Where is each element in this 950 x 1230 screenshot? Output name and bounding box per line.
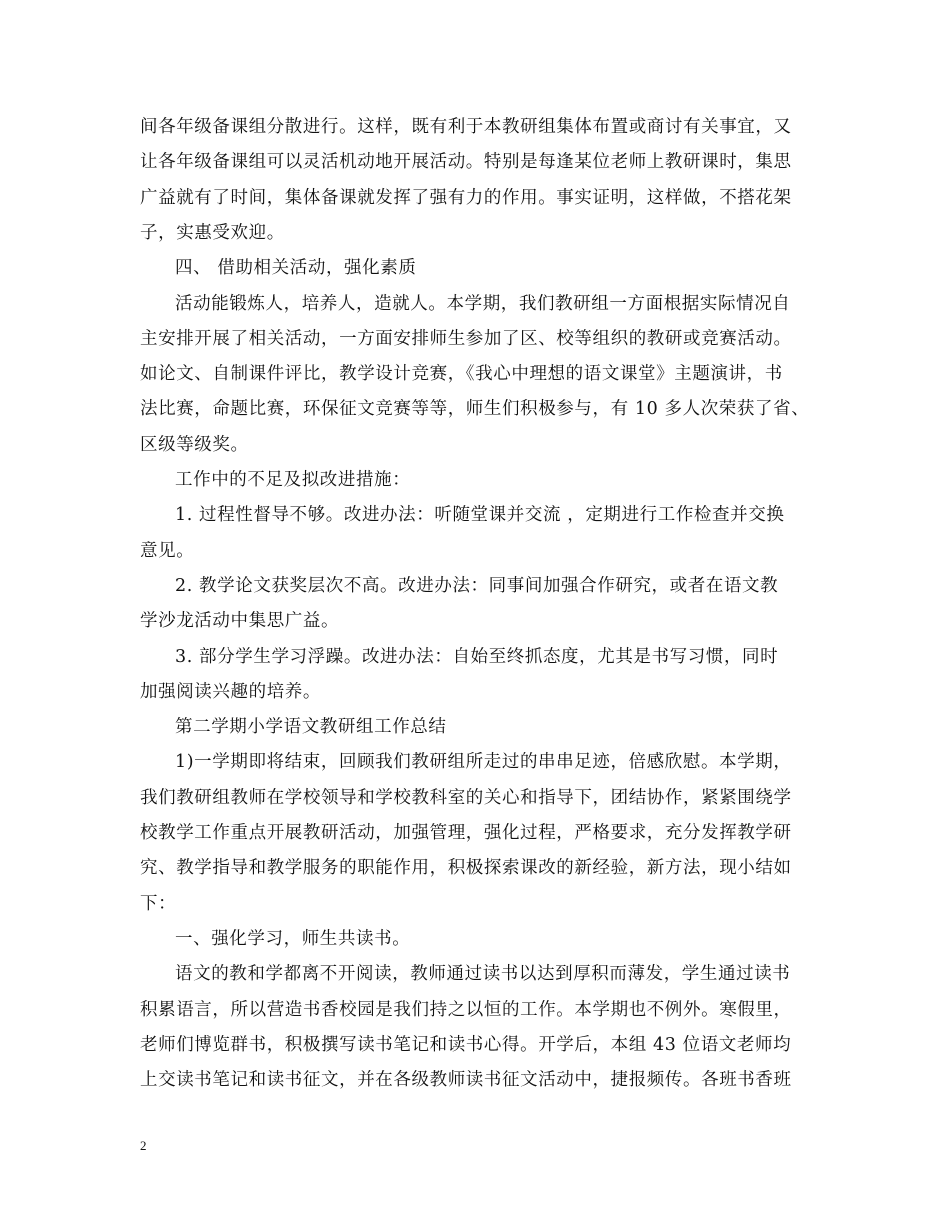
text-line: 意见。 xyxy=(140,540,195,561)
text-line: 学沙龙活动中集思广益。 xyxy=(140,611,340,632)
text-line: 第二学期小学语文教研组工作总结 xyxy=(175,717,447,738)
text-line: 下： xyxy=(140,893,177,914)
text-line: 广益就有了时间，集体备课就发挥了强有力的作用。事实证明，这样做，不搭花架 xyxy=(140,187,792,208)
text-line: 工作中的不足及拟改进措施： xyxy=(175,470,411,490)
text-line: 3. 部分学生学习浮躁。改进办法：自始至终抓态度，尤其是书写习惯，同时 xyxy=(175,646,779,667)
text-line: 积累语言，所以营造书香校园是我们持之以恒的工作。本学期也不例外。寒假里， xyxy=(140,999,792,1020)
text-line: 区级等级奖。 xyxy=(140,434,249,455)
text-line: 一、强化学习，师生共读书。 xyxy=(175,928,411,949)
text-line: 主安排开展了相关活动，一方面安排师生参加了区、校等组织的教研或竞赛活动。 xyxy=(140,328,792,349)
text-line: 子，实惠受欢迎。 xyxy=(140,222,285,243)
text-line: 我们教研组教师在学校领导和学校教科室的关心和指导下，团结协作，紧紧围绕学 xyxy=(140,787,792,808)
text-line: 间各年级备课组分散进行。这样，既有利于本教研组集体布置或商讨有关事宜，又 xyxy=(140,117,792,137)
text-line: 校教学工作重点开展教研活动，加强管理，强化过程，严格要求，充分发挥教学研 xyxy=(140,823,792,843)
text-line: 加强阅读兴趣的培养。 xyxy=(140,681,321,702)
text-line: 上交读书笔记和读书征文，并在各级教师读书征文活动中，捷报频传。各班书香班 xyxy=(140,1070,792,1091)
text-line: 1)一学期即将结束，回顾我们教研组所走过的串串足迹，倍感欣慰。本学期， xyxy=(175,752,792,773)
text-line: 语文的教和学都离不开阅读，教师通过读书以达到厚积而薄发，学生通过读书 xyxy=(175,964,791,985)
text-line: 让各年级备课组可以灵活机动地开展活动。特别是每逢某位老师上教研课时，集思 xyxy=(140,152,792,173)
text-line: 法比赛，命题比赛，环保征文竞赛等等，师生们积极参与，有 10 多人次荣获了省、 xyxy=(140,399,810,420)
text-line: 活动能锻炼人，培养人，造就人。本学期，我们教研组一方面根据实际情况自 xyxy=(175,293,791,314)
text-line: 2. 教学论文获奖层次不高。改进办法：同事间加强合作研究，或者在语文教 xyxy=(175,575,779,596)
text-line: 老师们博览群书，积极撰写读书笔记和读书心得。开学后，本组 43 位语文老师均 xyxy=(140,1034,792,1055)
page-number: 2 xyxy=(140,1138,147,1153)
text-line: 究、教学指导和教学服务的职能作用，积极探索课改的新经验，新方法，现小结如 xyxy=(140,858,792,879)
text-line: 1. 过程性督导不够。改进办法：听随堂课并交流 ，定期进行工作检查并交换 xyxy=(175,505,785,526)
text-line: 四、 借助相关活动，强化素质 xyxy=(175,258,417,279)
text-line: 如论文、自制课件评比，教学设计竞赛，《我心中理想的语文课堂》主题演讲，书 xyxy=(140,364,783,385)
